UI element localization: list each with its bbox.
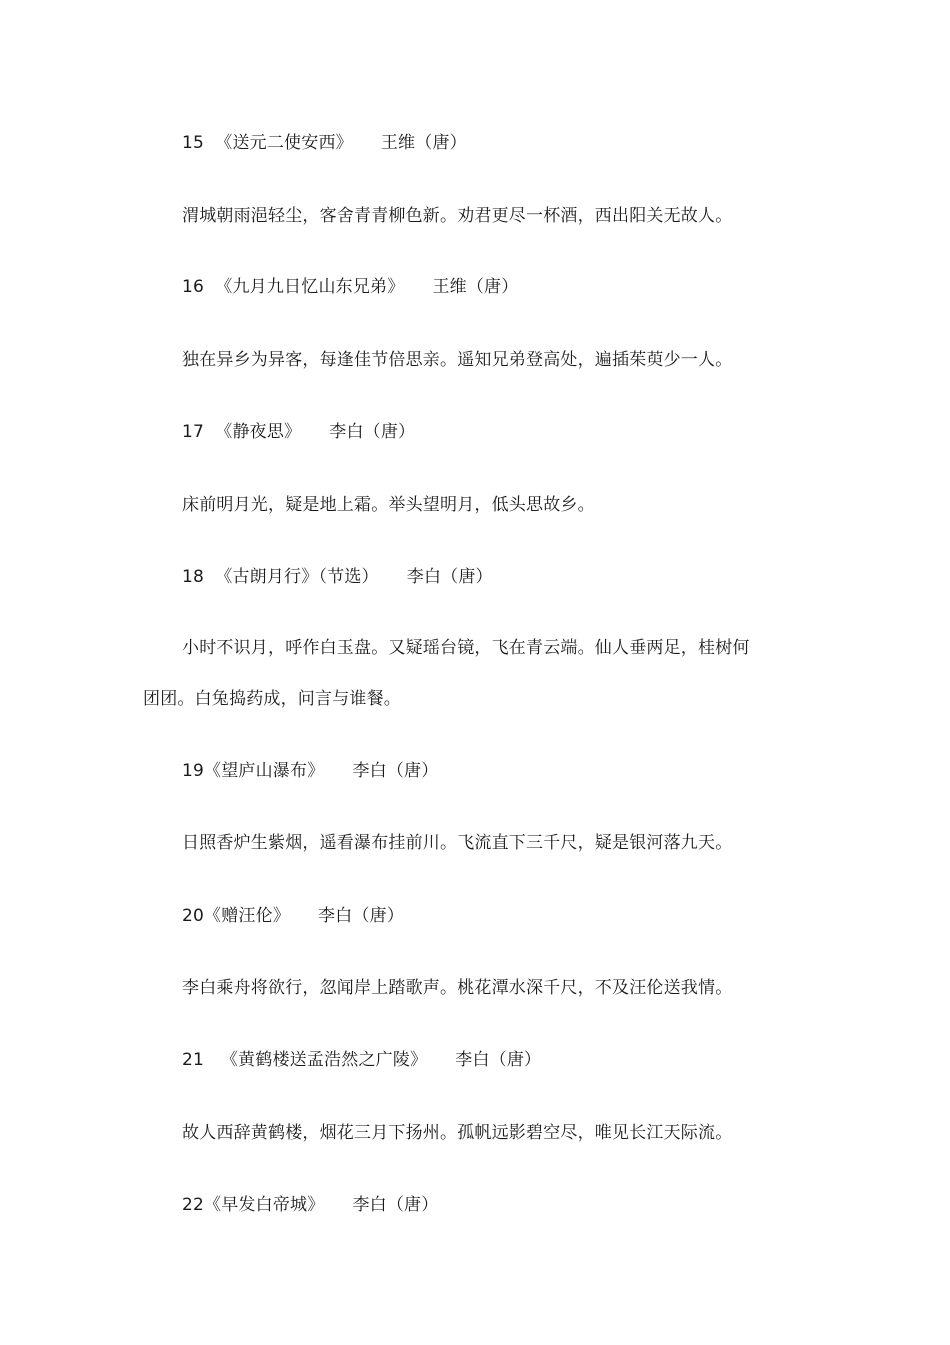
poem-20-heading: 20《赠汪伦》 李白（唐） bbox=[182, 906, 405, 926]
poem-16-text: 独在异乡为异客，每逢佳节倍思亲。遥知兄弟登高处，遍插茱萸少一人。 bbox=[182, 350, 733, 370]
poem-15-text: 渭城朝雨浥轻尘，客舍青青柳色新。劝君更尽一杯酒，西出阳关无故人。 bbox=[182, 206, 733, 226]
poem-19-heading: 19《望庐山瀑布》 李白（唐） bbox=[182, 761, 439, 781]
poem-15-heading: 15 《送元二使安西》 王维（唐） bbox=[182, 133, 467, 153]
poem-20-text: 李白乘舟将欲行，忽闻岸上踏歌声。桃花潭水深千尺，不及汪伦送我情。 bbox=[182, 978, 733, 998]
poem-16-heading: 16 《九月九日忆山东兄弟》 王维（唐） bbox=[182, 277, 519, 297]
poem-19-text: 日照香炉生紫烟，遥看瀑布挂前川。飞流直下三千尺，疑是银河落九天。 bbox=[182, 833, 733, 853]
poem-18-text-line-1: 小时不识月，呼作白玉盘。又疑瑶台镜，飞在青云端。仙人垂两足，桂树何 bbox=[182, 638, 750, 658]
poem-18-heading: 18 《古朗月行》（节选） 李白（唐） bbox=[182, 567, 493, 587]
poem-17-heading: 17 《静夜思》 李白（唐） bbox=[182, 422, 416, 442]
poem-22-heading: 22《早发白帝城》 李白（唐） bbox=[182, 1195, 439, 1215]
poem-21-text: 故人西辞黄鹤楼，烟花三月下扬州。孤帆远影碧空尽，唯见长江天际流。 bbox=[182, 1123, 733, 1143]
poem-18-text-line-2: 团团。白兔捣药成，问言与谁餐。 bbox=[143, 689, 401, 709]
poem-21-heading: 21 《黄鹤楼送孟浩然之广陵》 李白（唐） bbox=[182, 1050, 542, 1070]
poem-17-text: 床前明月光，疑是地上霜。举头望明月，低头思故乡。 bbox=[182, 495, 595, 515]
